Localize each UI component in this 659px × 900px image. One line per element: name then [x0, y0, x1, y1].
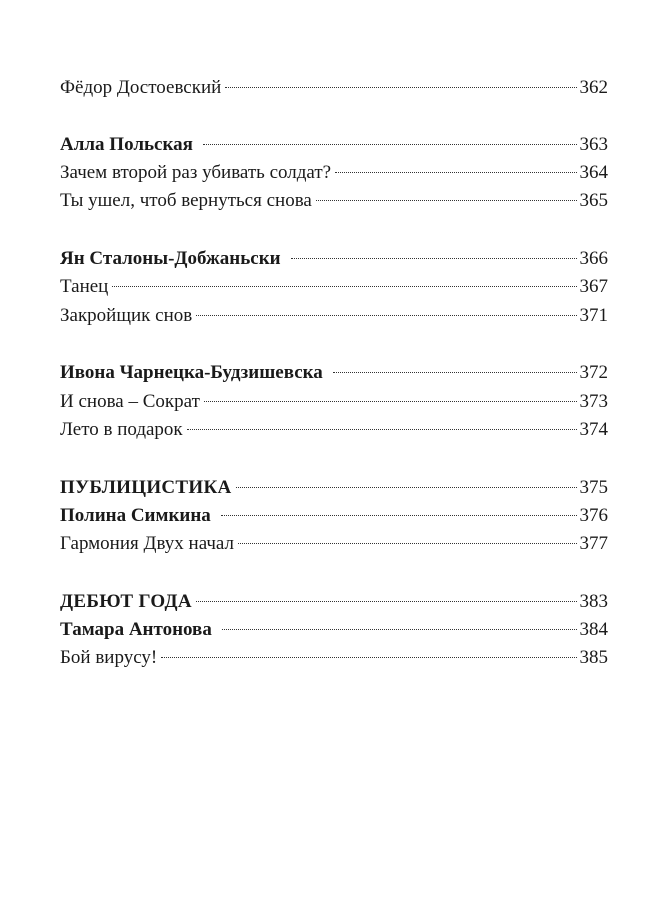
toc-entry-title: Танец	[60, 276, 109, 297]
toc-entry	[60, 301, 608, 331]
toc-entry	[60, 130, 608, 160]
dot-leader	[291, 258, 577, 259]
dot-leader	[236, 487, 577, 488]
toc-entry	[60, 529, 608, 559]
toc-entry-page: 366	[579, 248, 608, 269]
toc-entry	[60, 387, 608, 417]
dot-leader	[204, 401, 577, 402]
dot-leader	[335, 172, 576, 173]
toc-entry-page: 365	[579, 190, 608, 211]
toc-entry-title: Фёдор Достоевский	[60, 77, 222, 98]
toc-entry-title: Гармония Двух начал	[60, 533, 235, 554]
dot-leader	[333, 372, 577, 373]
toc-entry-title: Ян Сталоны-Добжаньски	[60, 248, 281, 269]
toc-entry	[60, 643, 608, 673]
toc-entry-page: 363	[579, 134, 608, 155]
toc-entry-page: 377	[579, 533, 608, 554]
dot-leader	[187, 429, 577, 430]
toc-section-heading	[60, 587, 608, 617]
toc-entry-page: 383	[579, 591, 608, 612]
toc-entry-page: 371	[579, 305, 608, 326]
toc-entry-title: Ивона Чарнецка-Будзишевска	[60, 362, 323, 383]
toc-entry	[60, 186, 608, 216]
toc-entry-title: Закройщик снов	[60, 305, 193, 326]
dot-leader	[196, 601, 577, 602]
toc-entry-page: 372	[579, 362, 608, 383]
dot-leader	[112, 286, 576, 287]
toc-entry-page: 364	[579, 162, 608, 183]
toc-entry	[60, 244, 608, 274]
toc-entry-page: 362	[579, 77, 608, 98]
toc-entry-title: Алла Польская	[60, 134, 193, 155]
toc-entry-title: И снова – Сократ	[60, 391, 200, 412]
toc-entry	[60, 415, 608, 445]
toc-entry-title: Тамара Антонова	[60, 619, 212, 640]
toc-entry-title: Ты ушел, чтоб вернуться снова	[60, 190, 312, 211]
toc-entry	[60, 73, 608, 103]
toc-entry-title: ПУБЛИЦИСТИКА	[60, 477, 232, 498]
dot-leader	[225, 87, 576, 88]
toc-section-heading	[60, 473, 608, 503]
toc-entry-title: Зачем второй раз убивать солдат?	[60, 162, 332, 183]
dot-leader	[196, 315, 576, 316]
toc-entry-page: 376	[579, 505, 608, 526]
dot-leader	[222, 629, 577, 630]
toc-entry	[60, 358, 608, 388]
toc-entry	[60, 615, 608, 645]
dot-leader	[316, 200, 577, 201]
toc-entry-page: 385	[579, 647, 608, 668]
dot-leader	[203, 144, 577, 145]
dot-leader	[238, 543, 576, 544]
toc-entry	[60, 272, 608, 302]
toc-entry-title: Бой вирусу!	[60, 647, 158, 668]
toc-entry-page: 375	[579, 477, 608, 498]
toc-entry-title: Полина Симкина	[60, 505, 211, 526]
toc-entry-page: 373	[579, 391, 608, 412]
toc-entry	[60, 158, 608, 188]
dot-leader	[221, 515, 577, 516]
toc-entry-title: Лето в подарок	[60, 419, 183, 440]
toc-entry-title: ДЕБЮТ ГОДА	[60, 591, 192, 612]
toc-entry-page: 374	[579, 419, 608, 440]
toc-entry	[60, 501, 608, 531]
toc-entry-page: 367	[579, 276, 608, 297]
dot-leader	[161, 657, 576, 658]
toc-entry-page: 384	[579, 619, 608, 640]
